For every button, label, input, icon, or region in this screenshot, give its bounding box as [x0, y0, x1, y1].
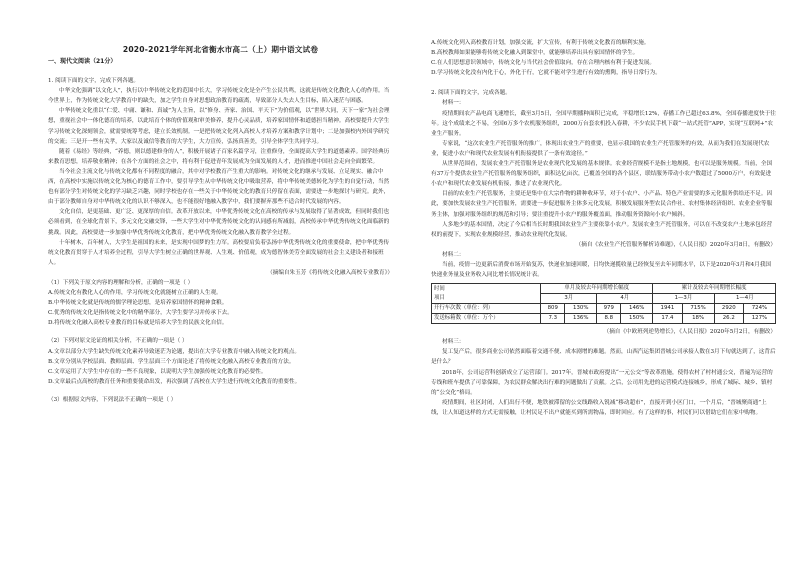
material-paragraph: 专家说，“这次农业生产托管服务的推广，体现出农业生产的重要，也显示我国的农业生产托管服务的有效，从而为我们在发展现代农业，促进小农户和现代农业发展有机衔接提供了一条有效途径。”: [431, 140, 770, 157]
material-source: （摘自《农业生产托管服务解析诗难题》，《人民日报》2020年3月8日，有删改）: [575, 241, 776, 248]
table-subheader: 1—4月: [714, 294, 775, 304]
table-subheader: 1—3月: [653, 294, 714, 304]
option-d: D.文章最后点高校的教育任务和重要使命出发，再次强调了高校在大学生进行传统文化教育的重要性。: [48, 378, 301, 385]
article-paragraph: 随着《易经》等经典，“养德，则以德建修身的人”，积极开展诸子百家名篇学习，注重修身，全面提高大学生的道德素养。国学经典历来教育思想，培养敬业精神；在各个方面的社会之中，将有利于促进青年发展成为全面发展的人才，进而推进中国社会走向全面繁荣。: [48, 148, 390, 165]
option-a: A.文章以部分大学生缺失传统文化素养导致迷茫为论题，提出在大学专业教育中融入传统文化的观点。: [48, 348, 300, 355]
material-2-label: 材料二：: [442, 251, 465, 258]
table-group-header: 累计及较去年同期增长幅度: [653, 284, 776, 294]
option-a: A.传统文化有教化人心的作用，学习传统文化就能树立正确的人生观。: [48, 290, 222, 297]
left-column: [48, 36, 393, 405]
option-d: D.学习传统文化没有内化于心，外化于行，它就不能对学生进行有效的熏陶，指导日常行为。: [431, 70, 661, 77]
article-source: （摘编自朱玉芳《将传统文化融入高校专业教育》）: [267, 269, 393, 276]
question-1-heading: 1. 阅读下面的文字，完成下列各题。: [48, 78, 140, 85]
table-corner-header: 时间 项目: [432, 284, 541, 304]
option-b: B.中华传统文化就是传统的儒学理论思想，是培养家国情怀的精神食粮。: [48, 300, 228, 307]
question-2-heading: 2. 阅读下面的文字，完成各题。: [431, 90, 511, 97]
material-paragraph: 复工复产后，很多商业公司依然面临着交通不便、成本剧增的难题。然而，山西汽运集团晋城公司承接人数在3月下旬就达到了，这背后是什么？: [431, 349, 776, 366]
table-row: 开行车次数（单位：列） 809 130% 979 146% 1941 715% 2920 724%: [432, 304, 776, 314]
article-paragraph: 中华文化强调“以文化人”，执行以中华传统文化的范围中长大，学习传统文化是全产生公民共鸣，这就是传统文化教化人心的作用。当今世界上，作为传统文化大学教育中的缺失，加之学生自身对思想政治教育的疏离，导致部分人失去人生目标，陷入迷茫与困惑。: [48, 88, 390, 105]
exam-title: 2020-2021学年河北省衡水市高二（上）期中语文试卷: [122, 45, 319, 54]
option-a: A.传统文化列入高校教育计划，加强交流，扩大宣传，有利于传统文化教育的顺利实施。: [431, 40, 650, 46]
material-paragraph: 人多地少的基本国情，决定了今后相当长时期我国农业生产主要依靠小农户。发展农业生产托管服务，可以在不改变农户土地承包经营权的前提下，实现农业规模经营，推动农业现代化发展。: [431, 221, 773, 238]
option-c: C.在人们思想意识领域中，传统文化与当代社会价值取向，存在合理内核有利于促进发展。: [431, 60, 656, 67]
question-1-1: （1）下列关于原文内容的理解和分析，正确的一项是（ ）: [48, 279, 194, 286]
material-paragraph: 当前，疫情一边更新后消费市场开始复苏，快递业加速回暖，日均快递揽收量已经恢复至去年同期水平，以下是2020年3月和4月我国快递业务量及业务收入同比增长情况统计表。: [431, 261, 772, 279]
option-c: C.文章运用了大学生中存在的一些不良现象，以说明大学生加强传统文化教育的必要性。: [48, 368, 267, 375]
material-paragraph: 疫情期间，社区封闭，人们出行不便，地铁被滞留的公交线路收入锐减“移动超市”，直接开到小区门口，一个月后，“晋城聚商通”上线，让人知道这样的方式无需接触，让村民足不出户就能买到所需物品，即时回应。有了这样的事，村民们可以借助它们在家中购物。: [431, 399, 767, 416]
article-paragraph: 当今社会主流文化与传统文化都有不同程度的融合，其中对学校教育产生重大的影响。对传统文化的继承与发展、立足现实、融合中西，在高校中实施以传统文化为核心的德育工作中，要引导学生从中华传统文化中吸取营养，将中华传统美德转化为学生的自觉行动，当然也有部分学生对传统文化的学习缺乏兴趣，同时学校也存在一些关于中华传统文化的教育只停留在表面，需要进一步地探讨与研究。此外，由于部分教师自身对中华传统文化的认识不够深入，也不能很好地融入教学中，我们要摒弃那些不适合时代发展的内容。: [48, 168, 390, 206]
material-paragraph: 疫情期间农产品电商飞速增长，截至3月5日，全国早期播种面积已完成，平稳增长12%，春播工作已超过63.8%，全国春播进度快于往年。这个成绩来之不易，全国6万多个农机服务组织，2000万台套农机投入春耕，不少农民手机下载“一站式托管”APP，实现“互联网+”农业生产服务。: [431, 110, 776, 137]
material-paragraph: 2018年，公司运营科创新成立了运营部门。2017年，晋城市政府提出“一元公交”等改革措施，使得农村了村村通公交，普遍为运营的专线和班车提供了可靠保障，为农民群众解决出行难的问题做出了贡献。之后，公司用先进的运营模式连接城乡，形成了城际、城乡、镇村的“公交化”格局。: [431, 369, 773, 396]
option-d: D.将传统文化融入高校专业教育的目标就是培养大学生的民族文化自信。: [48, 320, 228, 327]
material-paragraph: 从世界范围看，发展农业生产托管服务是农业现代化发展的基本规律。农业经营规模不是指土地规模，也可以是服务规模。当前，全国有37万个提供农业生产托管服务的服务组织，面积达亿亩次，已覆盖全国的各个县区，联结服务带动小农户数超过了5000万户，有效促进小农户和现代农业发展有机衔接，推进了农业现代化。: [431, 161, 773, 188]
right-column: [431, 38, 776, 418]
question-1-2: （2）下列对原文论证的相关分析，不正确的一项是（ ）: [48, 338, 188, 345]
article-paragraph: 文化自信，是更基础、更广泛、更深厚的自信。改革开放以来，中华优秀传统文化在高校的传承与发展取得了显著成效，但同时我们也必须看到，在全球化背景下，多元文化交融交锋，一些大学生对中华优秀传统文化的认同感有所减弱，高校传承中华优秀传统文化面临新的挑战。因此，高校要进一步加强中华优秀传统文化教育，把中华优秀传统文化融入教育教学全过程。: [48, 209, 390, 236]
material-paragraph: 目前的农业生产托管服务，主要还是集中在大宗作物的耕种收环节，对于小农户、小产品、特色产业需要的多元化服务供给还不足。因此，要加快发展农业生产托管服务，需要进一步促进服务主体多元化发展，积极发展服务型农民合作社、农村集体经济组织、农业企业等服务主体，加强对服务组织的规范和引导；要注重提升小农户的服务覆盖面，推动服务资源向小农户倾斜。: [431, 191, 773, 218]
material-3-label: 材料三：: [442, 339, 465, 346]
option-b: B.高校教师如果能够将传统文化融入到课堂中，就能够培养出具有家国情怀的学生。: [431, 50, 639, 57]
article-paragraph: 十年树木，百年树人，大学生是祖国的未来，是实现中国梦的生力军。高校要肩负着弘扬中华优秀传统文化的重要使命，把中华优秀传统文化教育贯穿于人才培养全过程，引导大学生树立正确的世界观、人生观、价值观，成为德智体美劳全面发展的社会主义建设者和接班人。: [48, 239, 390, 266]
statistics-table: [431, 283, 776, 324]
material-source: （摘自《中欧班列逆势增长》，《人民日报》2020年5月2日，有删改）: [603, 329, 776, 336]
table-subheader: 4月: [597, 294, 653, 304]
option-b: B.文章分别从学校层面、教师层面、学生层面三个方面论述了将传统文化融入高校专业教育的方法。: [48, 358, 295, 365]
material-1-label: 材料一：: [442, 100, 465, 107]
option-c: C.优秀的传统文化是指传统文化中的精华部分，大学生要学习并传承下去。: [48, 310, 233, 317]
table-subheader: 3月: [541, 294, 597, 304]
table-group-header: 单月及较去年同期增长幅度: [541, 284, 653, 294]
question-1-3: （3）根据原文内容，下列说法不正确的一项是（ ）: [48, 396, 177, 403]
table-row: 发送标箱数（单位：万个） 7.3 136% 8.8 150% 17.4 18% 26.2 127%: [432, 314, 776, 324]
article-paragraph: 中华传统文化重以“仁爱、中庸、谦和、真诚”为人主旨，以“修身、齐家、治国、平天下”为价值观，以“世界大同，天下一家”为社会理想，重视社会中一体化德育的培养，以此培育个体的价值观和审美修养，提升心灵品质，培养家国情怀和道德担当精神。高校要提升大学生学习传统文化深刻领会，就需要统筹考虑，建立长效机制。一是把传统文化列入高校人才培养方案和教学计划中；二是加强校内外国学研究的交流；三是开一些有关孝，大家以及诚信等教育的大学生，大力宣传，弘扬真善美，引导全体学生共同学习。: [48, 108, 390, 145]
section-heading: 一、现代文阅读（21分）: [48, 58, 117, 65]
